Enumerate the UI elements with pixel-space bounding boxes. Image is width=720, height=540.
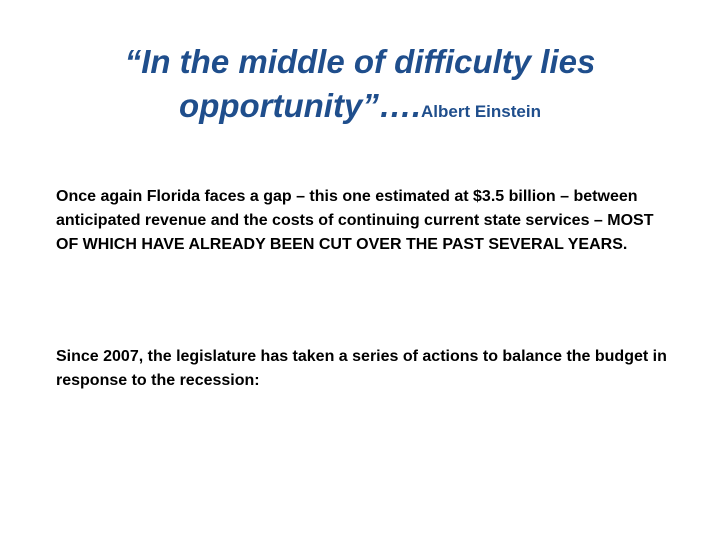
title-attribution: Albert Einstein [421,102,541,121]
title-ellipsis: …. [378,87,421,124]
title-quote: “In the middle of difficulty lies opportunity” [124,43,596,124]
paragraph-legislature-actions: Since 2007, the legislature has taken a series of actions to balance the budget in response to the recession: [56,348,667,389]
paragraph-budget-gap: Once again Florida faces a gap – this one estimated at $3.5 billion – between anticipated revenue and the costs of continuing current state services – MOST OF WHICH HAVE ALREADY BEEN CUT OVER THE PAST SEVERAL YEARS. [56,188,654,253]
slide-title [40,40,680,134]
